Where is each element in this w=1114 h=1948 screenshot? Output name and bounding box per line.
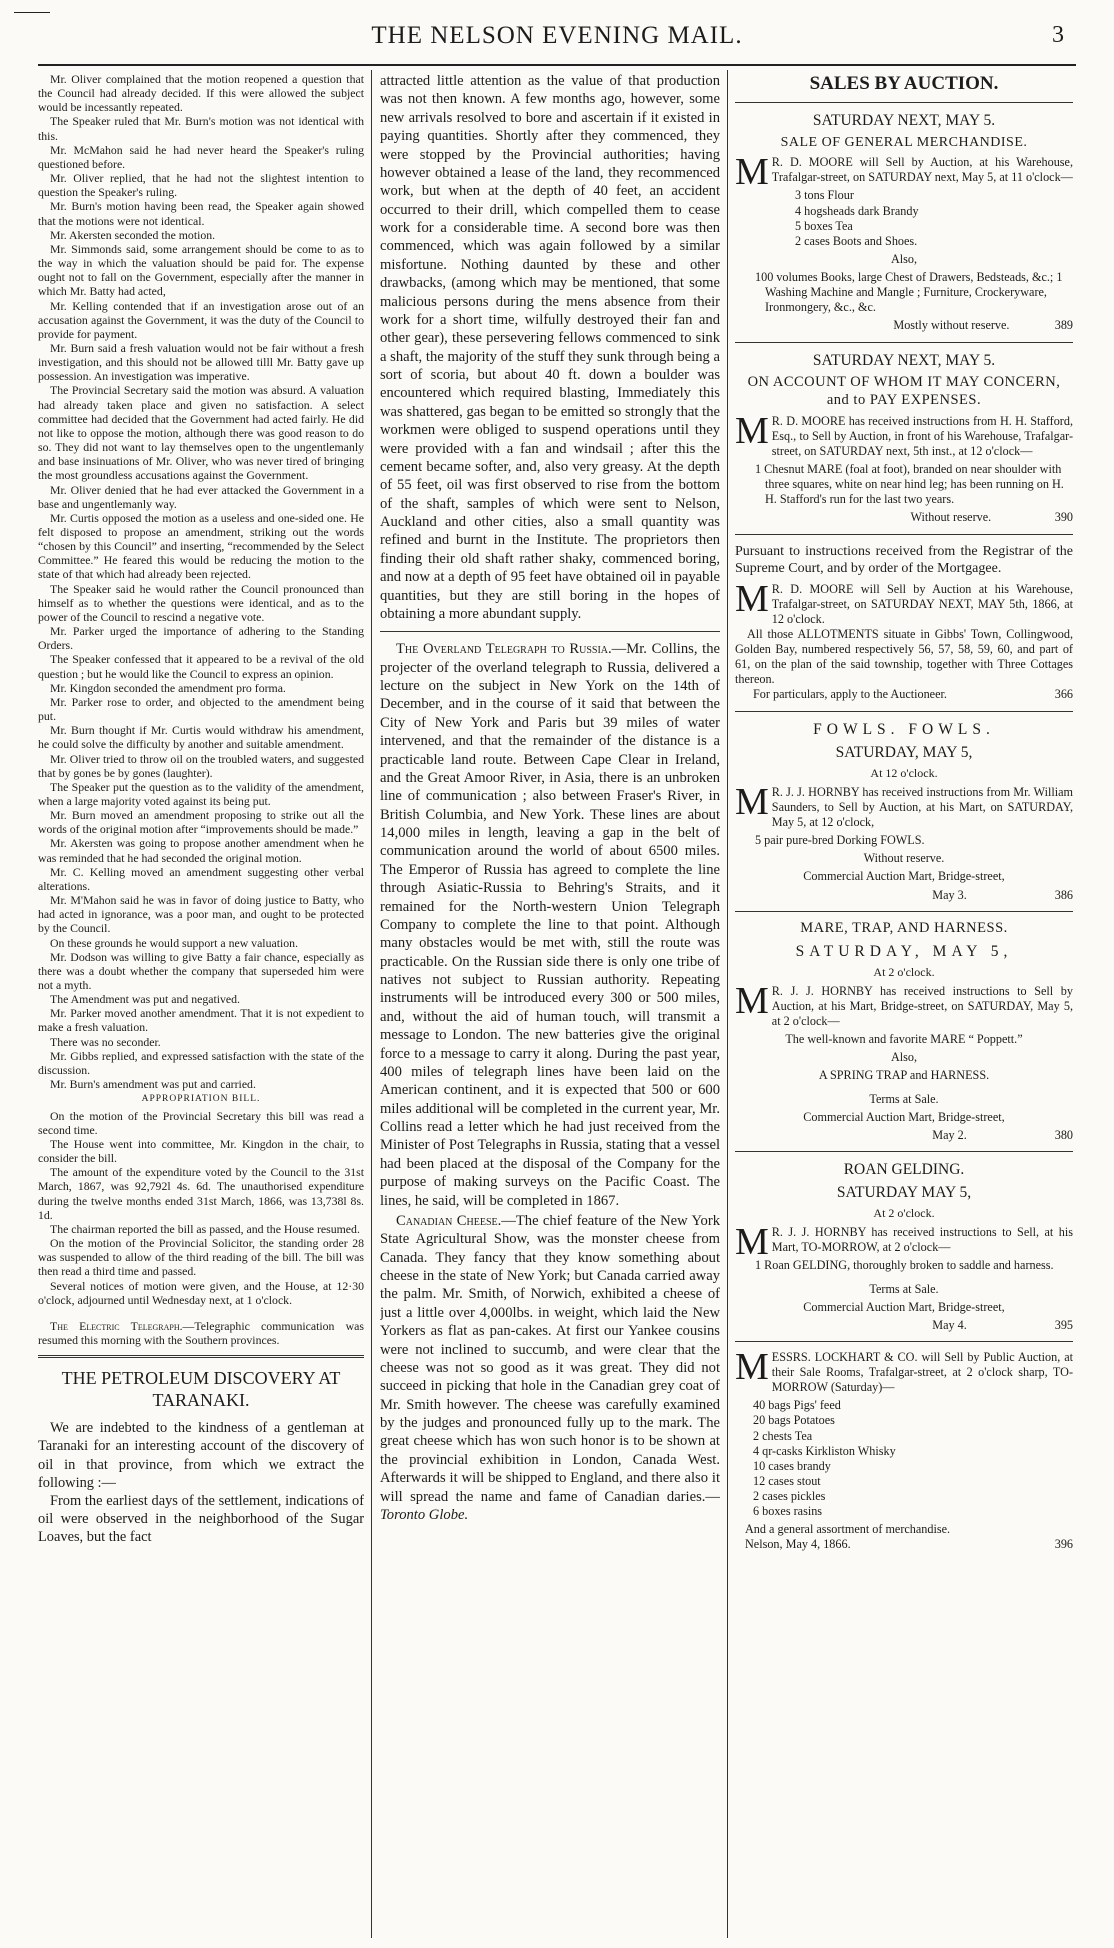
- ad-date-line: [735, 888, 1073, 903]
- electric-telegraph-text: —Telegraphic communication was resumed this morning with the Southern provinces.: [38, 1318, 364, 1347]
- report-paragraph: On the motion of the Provincial Solicitor, the standing order 28 was suspended to allow of the third reading of the bill. The bill was then read a third time and passed.: [38, 1236, 364, 1279]
- petroleum-article-title: THE PETROLEUM DISCOVERY AT TARANAKI.: [61, 1368, 341, 1410]
- ad-mart-date: May 2.: [932, 1127, 967, 1142]
- ad-item: 5 boxes Tea: [795, 218, 853, 233]
- report-paragraph: Mr. Oliver tried to throw oil on the troubled waters, and suggested that by gones be by gones (laughter).: [38, 751, 364, 780]
- report-paragraph: Mr. C. Kelling moved an amendment suggesting other verbal alterations.: [38, 864, 364, 893]
- report-paragraph: The Speaker said he would rather the Council pronounced than himself as to whether the questions were identical, and as to the power of the Council to rescind a negative vote.: [38, 581, 364, 624]
- column-divider: [727, 70, 728, 1938]
- ad-notice: Pursuant to instructions received from the Registrar of the Supreme Court, and by order of the Mortgagee.: [735, 543, 1073, 577]
- report-paragraph: The Amendment was put and negatived.: [50, 992, 241, 1007]
- article-divider: [38, 1355, 364, 1358]
- report-paragraph: Mr. Kingdon seconded the amendment pro forma.: [50, 680, 286, 695]
- electric-telegraph-heading: The Electric Telegraph.: [50, 1318, 183, 1333]
- ad-terms-line: [735, 318, 1073, 333]
- report-paragraph: Mr. Burn's motion having been read, the Speaker again showed that the motions were not identical.: [38, 199, 364, 228]
- drop-cap: M: [735, 780, 769, 823]
- ad-item-list: [755, 462, 1073, 507]
- report-paragraph: On the motion of the Provincial Secretary this bill was read a second time.: [38, 1108, 364, 1137]
- overland-telegraph-text: —Mr. Collins, the projecter of the overland telegraph to Russia, delivered a lecture on the subject in New York on the 14th of December, and in the course of it said that between the City of New York and Paris but 39 miles of water intervened, and that the remainder of the distance is a practicable land route. Between Cape Clear in Ireland, and the Great Amoor River, in Asia, there is an unbroken line of communication ; also between Fraser's River, in British Columbia, and New York. These lines are about 14,000 miles in length, leaving a gap in the belt of communication around the world of about 6500 miles. The Emperor of Russia has agreed to complete the line through Asiatic-Russia to Behring's Straits, and it remained for the North-western Union Telegraph Company to complete the line to that point. Although many obstacles would be met with, still the route was practicable. On the Russian side there is only one tribe of natives not subject to Russian authority. Repeating instruments will be introduced every 300 or 500 miles, and, without the aid of human touch, will transmit a message to London. The new batteries give the original force to a message to carry it along. During the past year, 400 miles of telegraph lines have been laid on the American continent, and it is expected that 500 or 600 miles additional will be completed in the current year, Mr. Collins read a letter which he had just received from the Minister of Post Telegraphs in Russia, stating that a vessel had been placed at the disposal of the Company for the purpose of making surveys on the Pacific Coast. The lines, he said, will be completed in 1867.: [380, 641, 720, 1209]
- ad-mart-date: May 3.: [932, 887, 967, 902]
- drop-cap: M: [735, 979, 769, 1022]
- ad-body-text: ESSRS. LOCKHART & CO. will Sell by Public Auction, at their Sale Rooms, Trafalgar-street, at 2 o'clock sharp, TO-MORROW (Saturday)—: [771, 1349, 1073, 1395]
- report-paragraph: Mr. Oliver denied that he had ever attacked the Government in a base and ungentlemanly way.: [38, 482, 364, 511]
- ad-mart-date: May 4.: [932, 1317, 967, 1332]
- report-paragraph: Mr. Burn thought if Mr. Curtis would withdraw his amendment, he could solve the difficulty by another and suitable amendment.: [38, 723, 364, 752]
- report-paragraph: On these grounds he would support a new valuation.: [50, 935, 299, 950]
- ad-item: 100 volumes Books, large Chest of Drawers, Bedsteads, &c.; 1 Washing Machine and Mangle ; Furniture, Crockeryware, Ironmongery, &c., &c.: [755, 270, 1063, 315]
- ad-reference-number: 395: [1054, 1317, 1073, 1332]
- report-paragraph: The Speaker ruled that Mr. Burn's motion was not identical with this.: [38, 114, 364, 143]
- report-paragraph: Mr. Burn moved an amendment proposing to strike out all the words of the original motion after “improvements should be made.”: [38, 808, 364, 837]
- report-paragraph: Mr. Oliver complained that the motion reopened a question that the Council had already decided. If this were allowed the subject would be incessantly repeated.: [38, 72, 364, 115]
- report-paragraph: Mr. Gibbs replied, and expressed satisfaction with the state of the discussion.: [38, 1048, 364, 1077]
- ad-body: [735, 979, 1073, 1029]
- ad-date-line: [735, 1128, 1073, 1143]
- ad-also: Also,: [890, 251, 918, 266]
- canadian-cheese-item: [380, 1212, 720, 1524]
- column-news: [380, 72, 720, 1938]
- ad-item: 6 boxes rasins: [753, 1504, 823, 1519]
- ad-item-list: [753, 1398, 1073, 1519]
- ad-body: [735, 1221, 1073, 1264]
- auction-ad-allotments: [735, 543, 1073, 703]
- auction-ad-fowls: [735, 720, 1073, 903]
- ad-item: 5 pair pure-bred Dorking FOWLS.: [755, 833, 925, 848]
- ad-item-list: [755, 270, 1073, 315]
- report-paragraph: The Speaker confessed that it appeared to be a revival of the old question ; but he would like the Council to express an opinion.: [38, 652, 364, 681]
- ad-date: SATURDAY NEXT, MAY 5.: [812, 351, 996, 369]
- report-paragraph: Mr. Kelling contended that if an investigation arose out of an accusation against the Government, it was the duty of the Council to provide for payment.: [38, 298, 364, 341]
- ad-date: SATURDAY MAY 5,: [836, 1184, 972, 1202]
- ad-terms: Terms at Sale.: [869, 1091, 939, 1106]
- report-paragraph: Mr. Curtis opposed the motion as a useless and one-sided one. He felt disposed to propose an amendment, striking out the words “chosen by this Council” and inserting, “recommended by the Select Committee.” He feared this would be reducing the motion to the state of that which had already been rejected.: [38, 510, 364, 582]
- report-paragraph: Mr. Dodson was willing to give Batty a fair chance, especially as there was a doubt whether the company that superseded him were not a myth.: [38, 949, 364, 992]
- report-paragraph: Mr. Parker rose to order, and objected to the amendment being put.: [38, 694, 364, 724]
- ad-time: At 2 o'clock.: [873, 1206, 935, 1221]
- auction-ad-mare-stafford: [735, 351, 1073, 526]
- masthead-rule: [38, 64, 1076, 66]
- page-number: 3: [1052, 22, 1064, 48]
- ad-body-text: R. D. MOORE has received instructions from H. H. Stafford, Esq., to Sell by Auction, in front of his Warehouse, Trafalgar-street, on SATURDAY next, 5th inst., at 12 o'clock—: [771, 413, 1073, 458]
- ad-body-text: R. J. J. HORNBY has received instructions to Sell by Auction, at his Mart, Bridge-street, on SATURDAY, May 5, at 2 o'clock—: [771, 983, 1073, 1029]
- petroleum-intro: We are indebted to the kindness of a gentleman at Taranaki for an interesting account of the discovery of oil in that province, from which we extract the following :—: [38, 1420, 364, 1491]
- ad-body: [735, 1345, 1073, 1395]
- report-paragraph: The chairman reported the bill as passed, and the House resumed.: [50, 1221, 360, 1236]
- canadian-cheese-heading: Canadian Cheese.: [396, 1212, 502, 1229]
- canadian-cheese-source: Toronto Globe.: [380, 1506, 469, 1523]
- ad-terms-line: [735, 510, 1073, 525]
- petroleum-article: [38, 1368, 364, 1546]
- masthead-rule-left: [14, 12, 50, 13]
- report-paragraph: The Provincial Secretary said the motion was absurd. A valuation had already taken place and given no satisfaction. A select committee had decided that the Government had acted fairly. He did not like to oppose the motion, although there was good reason to do so. They did not want to lay themselves open to the ungentlemanly and base insinuations of Mr. Oliver, who was never tired of bringing the most groundless accusations against the Government.: [38, 383, 364, 483]
- ad-date: SATURDAY, MAY 5,: [795, 942, 1013, 960]
- ad-item: 4 hogsheads dark Brandy: [795, 203, 919, 218]
- ad-body-text: R. D. MOORE will Sell by Auction at his Warehouse, Trafalgar-street, on SATURDAY NEXT, MAY 5th, 1866, at 12 o'clock.: [771, 581, 1073, 626]
- ad-footer: [735, 1537, 1073, 1552]
- ad-terms: Without reserve.: [863, 851, 945, 866]
- drop-cap: M: [735, 151, 769, 194]
- ad-reference-number: 396: [1054, 1537, 1073, 1552]
- ad-date-line: [735, 1318, 1073, 1333]
- ad-reference-number: 389: [1054, 318, 1073, 333]
- ad-divider: [735, 1341, 1073, 1342]
- auction-ad-roan-gelding: [735, 1160, 1073, 1333]
- ad-terms: Mostly without reserve.: [893, 318, 1010, 333]
- ad-body: [735, 780, 1073, 830]
- ad-closing: And a general assortment of merchandise.: [745, 1522, 951, 1537]
- ad-body-text: R. D. MOORE will Sell by Auction, at his Warehouse, Trafalgar-street, on SATURDAY next, May 5, at 11 o'clock—: [771, 155, 1073, 185]
- ad-item-list: [755, 1258, 1073, 1273]
- report-paragraph: There was no seconder.: [50, 1034, 161, 1049]
- ad-also-item: A SPRING TRAP and HARNESS.: [818, 1068, 990, 1083]
- ad-item: 2 cases pickles: [753, 1489, 826, 1504]
- ad-mart: Commercial Auction Mart, Bridge-street,: [803, 1299, 1005, 1314]
- electric-telegraph-item: [38, 1319, 364, 1347]
- ad-footer-text: For particulars, apply to the Auctioneer.: [753, 687, 947, 702]
- column-auctions: [735, 72, 1073, 1938]
- ad-item: 2 chests Tea: [753, 1428, 813, 1443]
- petroleum-continued: attracted little attention as the value of that production was not then known. A few months ago, however, some new arrivals resolved to bore and ascertain if it existed in paying quantities. Shortly after they commenced, they were stopped by the Provincial authorities; having however obtained a lease of the land, they recommenced work, but when at the depth of 40 feet, an accident occurred to their drill, which compelled them to cease work for a considerable time. A second bore was then commenced, which was again followed by a similar misfortune. Nothing daunted by these and other drawbacks, (among which may be mentioned, that some malicious persons during the mens absence from their work for a short time, wilfully destroyed their fan and other gear), these persevering fellows commenced to sink a shaft, the majority of the stuff they sunk through being a sort of scoria, but about 40 ft. down a boulder was encountered which required blasting, Immediately this was shattered, gas began to be emitted so strongly that the workmen were obliged to suspend operations until they were provided with a fan and windsail ; after this the cement became softer, and, also very greasy. At the depth of 55 feet, oil was first observed to rise from the bottom of the shaft, samples of which were sent to Nelson, Auckland and other cities, also a small quantity was refined and burnt in the Institute. The proprietors then finding their old shaft rather shaky, commenced boring, and now at a depth of 95 feet have obtained oil in payable quantities, but they are still boring in the hopes of obtaining a more abundant supply.: [380, 73, 720, 622]
- ad-body: [735, 409, 1073, 459]
- ad-terms: Terms at Sale.: [869, 1281, 939, 1296]
- ad-body: [735, 577, 1073, 627]
- ad-item: 20 bags Potatoes: [753, 1413, 835, 1428]
- ad-item: 12 cases stout: [753, 1473, 821, 1488]
- drop-cap: M: [735, 1221, 769, 1264]
- report-paragraph: Mr. M'Mahon said he was in favor of doing justice to Batty, who had acted in ignorance, was a poor man, and ought to be protected by the Council.: [38, 893, 364, 936]
- petroleum-paragraph: From the earliest days of the settlement, indications of oil were observed in the neighborhood of the Sugar Loaves, but the fact: [38, 1492, 364, 1546]
- ad-item: The well-known and favorite MARE “ Poppett.”: [785, 1032, 1023, 1047]
- ad-title: ON ACCOUNT OF WHOM IT MAY CONCERN, and to PAY EXPENSES.: [747, 373, 1061, 408]
- drop-cap: M: [735, 1345, 769, 1388]
- report-paragraph: Mr. Simmonds said, some arrangement should be come to as to the way in which the valuation should be paid for. The expense ought not to fall on the Government, especially after the manner in which Mr. Batty had acted,: [38, 241, 364, 299]
- report-paragraph: Mr. Parker urged the importance of adhering to the Standing Orders.: [38, 624, 364, 653]
- ad-terms: Without reserve.: [910, 510, 992, 525]
- report-paragraph: Several notices of motion were given, and the House, at 12·30 o'clock, adjourned until Wednesday next, at 1 o'clock.: [38, 1278, 364, 1307]
- ad-divider: [735, 1151, 1073, 1152]
- ad-mart: Commercial Auction Mart, Bridge-street,: [803, 1109, 1005, 1124]
- ad-time: At 12 o'clock.: [870, 765, 938, 780]
- ad-title: ROAN GELDING.: [843, 1160, 965, 1178]
- ad-reference-number: 386: [1054, 887, 1073, 902]
- ad-item: 3 tons Flour: [795, 188, 854, 203]
- masthead: [0, 0, 1114, 66]
- ad-mart: Commercial Auction Mart, Bridge-street,: [803, 869, 1005, 884]
- auction-ad-lockhart: [735, 1345, 1073, 1553]
- report-paragraph: Mr. McMahon said he had never heard the Speaker's ruling questioned before.: [38, 142, 364, 171]
- ad-footer: [735, 687, 1073, 702]
- ad-body-text: R. J. J. HORNBY has received instructions to Sell, at his Mart, TO-MORROW, at 2 o'clock—: [771, 1225, 1073, 1255]
- report-paragraph: Mr. Oliver replied, that he had not the slightest intention to question the Speaker's ruling.: [38, 171, 364, 200]
- overland-telegraph-heading: The Overland Telegraph to Russia.: [396, 641, 612, 658]
- section-rule: [735, 102, 1073, 103]
- report-paragraph: Mr. Burn said a fresh valuation would not be fair without a fresh investigation, and this should not be allowed tilll Mr. Batty gave up possession. An investigation was imperative.: [38, 340, 364, 384]
- column-council-report: [38, 72, 364, 1938]
- appropriation-bill-heading: APPROPRIATION BILL.: [141, 1094, 261, 1105]
- ad-item: 2 cases Boots and Shoes.: [795, 233, 918, 248]
- report-paragraph: Mr. Parker moved another amendment. That it is not expedient to make a fresh valuation.: [38, 1006, 364, 1035]
- auction-ad-general-merchandise: [735, 111, 1073, 334]
- auction-section-title: SALES BY AUCTION.: [809, 73, 999, 94]
- ad-reference-number: 380: [1054, 1127, 1073, 1142]
- ad-time: At 2 o'clock.: [873, 964, 935, 979]
- ad-date: SATURDAY NEXT, MAY 5.: [812, 111, 996, 129]
- report-paragraph: The amount of the expenditure voted by the Council to the 31st March, 1867, was 92,792l 4s. 6d. The unauthorised expenditure during the twelve months ended 31st March, 1866, was 13,738l 8s. 1d.: [38, 1165, 364, 1222]
- ad-item: 40 bags Pigs' feed: [753, 1398, 841, 1413]
- ad-title: FOWLS. FOWLS.: [813, 720, 995, 738]
- ad-divider: [735, 342, 1073, 343]
- ad-reference-number: 390: [1054, 510, 1073, 525]
- ad-item: 1 Roan GELDING, thoroughly broken to saddle and harness.: [755, 1258, 1054, 1273]
- ad-body-text: R. J. J. HORNBY has received instructions from Mr. William Saunders, to Sell by Auction, at his Mart, on SATURDAY, May 5, at 12 o'clock,: [771, 784, 1073, 830]
- drop-cap: M: [735, 409, 769, 452]
- ad-item: 4 qr-casks Kirkliston Whisky: [753, 1443, 896, 1458]
- auction-ad-mare-trap-harness: [735, 920, 1073, 1143]
- ad-body-text: All those ALLOTMENTS situate in Gibbs' Town, Collingwood, Golden Bay, numbered respectively 56, 57, 58, 59, 60, and part of 61, on the plan of the said township, together with Three Cottages thereon.: [735, 626, 1073, 687]
- ad-divider: [735, 534, 1073, 535]
- report-paragraph: The House went into committee, Mr. Kingdon in the chair, to consider the bill.: [38, 1136, 364, 1166]
- ad-body: [735, 151, 1073, 194]
- ad-item-list: [755, 833, 1073, 848]
- masthead-title: THE NELSON EVENING MAIL.: [371, 22, 743, 49]
- ad-reference-number: 366: [1054, 687, 1073, 702]
- ad-item: 1 Chesnut MARE (foal at foot), branded on near shoulder with three squares, white on near hind leg; has been running on H. H. Stafford's run for the last two years.: [755, 462, 1064, 507]
- report-paragraph: Mr. Akersten seconded the motion.: [50, 227, 216, 242]
- article-divider: [380, 631, 720, 632]
- report-paragraph: Mr. Akersten was going to propose another amendment when he was reminded that he had seconded the original motion.: [38, 836, 364, 865]
- ad-signoff: Nelson, May 4, 1866.: [745, 1537, 851, 1552]
- council-report: [38, 72, 364, 1347]
- ad-divider: [735, 911, 1073, 912]
- report-paragraph: Mr. Burn's amendment was put and carried.: [50, 1077, 256, 1092]
- report-paragraph: The Speaker put the question as to the validity of the amendment, when a large majority voted against its being put.: [38, 779, 364, 808]
- ad-item: 10 cases brandy: [753, 1458, 831, 1473]
- ad-item-list: [795, 188, 1073, 249]
- ad-title: SALE OF GENERAL MERCHANDISE.: [780, 134, 1028, 150]
- overland-telegraph-item: [380, 640, 720, 1210]
- ad-title: MARE, TRAP, AND HARNESS.: [800, 919, 1008, 936]
- canadian-cheese-text: —The chief feature of the New York State Agricultural Show, was the monster cheese from Canada. They fancy that they know something about cheese in the state of New York; but Canada carried away the palm. Mr. Smith, of Norwich, exhibited a cheese of just a little over 4,000lbs. in weight, which laid the New Yorkers as flat as pan-cakes. At first our Yankee cousins were not inclined to succumb, and were clear that the cheese was not so good as it was great. They did not succeed in picking that hole in the Canadian grey coat of Mr. Smith however. The cheese was carefully examined by the judges and pronounced fully up to the mark. The great cheese which has won such honor is to be shown at the provincial exhibition in London, Canada West. Afterwards it will be shipped to England, and there also it will spread the name and fame of Canadian daries.—: [380, 1212, 720, 1505]
- drop-cap: M: [735, 577, 769, 620]
- ad-date: SATURDAY, MAY 5,: [835, 743, 973, 761]
- column-divider: [371, 70, 372, 1938]
- ad-also: Also,: [890, 1050, 918, 1065]
- ad-divider: [735, 711, 1073, 712]
